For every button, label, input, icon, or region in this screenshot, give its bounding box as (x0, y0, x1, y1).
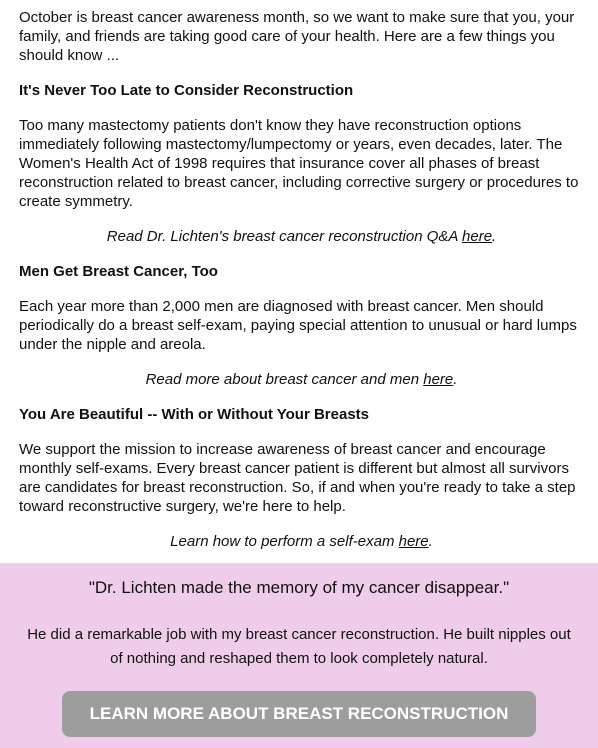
cta-text: Read more about breast cancer and men (145, 371, 424, 388)
section-cta (19, 370, 584, 389)
testimonial-banner (0, 563, 598, 748)
section-beautiful (19, 405, 584, 551)
cta-period: . (428, 533, 433, 550)
section-heading: Men Get Breast Cancer, Too (19, 263, 218, 280)
section-heading: You Are Beautiful -- With or Without Your Breasts (19, 406, 370, 423)
section-cta (19, 227, 584, 246)
section-reconstruction (19, 81, 584, 246)
cta-period: . (453, 371, 458, 388)
cta-text: Learn how to perform a self-exam (170, 533, 399, 550)
section-cta (19, 532, 584, 551)
learn-more-button[interactable]: LEARN MORE ABOUT BREAST RECONSTRUCTION (62, 691, 536, 737)
cta-period: . (492, 228, 497, 245)
testimonial-body: He did a remarkable job with my breast cancer reconstruction. He built nipples out of nothing and reshaped them to look completely natural. (27, 626, 571, 667)
men-here-link[interactable]: here (423, 371, 454, 388)
section-heading: It's Never Too Late to Consider Reconstruction (19, 82, 354, 99)
section-body: We support the mission to increase awareness of breast cancer and encourage monthly self-exams. Every breast cancer patient is different but almost all survivors are candidates for breast reconstruction. So, if and when you're ready to take a step toward reconstructive surgery, we're here to help. (19, 441, 576, 515)
section-men (19, 262, 584, 389)
testimonial-quote: "Dr. Lichten made the memory of my cancer disappear." (88, 578, 510, 597)
newsletter-content (19, 8, 584, 567)
qa-here-link[interactable]: here (462, 228, 493, 245)
intro-paragraph: October is breast cancer awareness month, so we want to make sure that you, your family, and friends are taking good care of your health. Here are a few things you should know ... (19, 9, 575, 64)
section-body: Each year more than 2,000 men are diagnosed with breast cancer. Men should periodically do a breast self-exam, paying special attention to unusual or hard lumps under the nipple and areola. (19, 298, 577, 353)
cta-text: Read Dr. Lichten's breast cancer reconstruction Q&A (106, 228, 463, 245)
section-body: Too many mastectomy patients don't know they have reconstruction options immediately following mastectomy/lumpectomy or years, even decades, later. The Women's Health Act of 1998 requires that insurance cover all phases of breast reconstruction related to breast cancer, including corrective surgery or procedures to create symmetry. (19, 117, 579, 210)
self-exam-here-link[interactable]: here (398, 533, 429, 550)
